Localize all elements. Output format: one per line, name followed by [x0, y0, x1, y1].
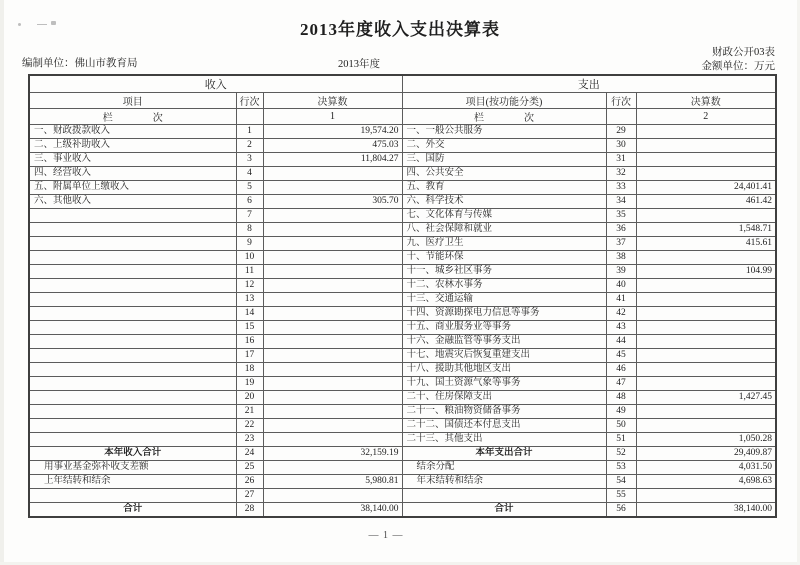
expense-item-label: 十一、城乡社区事务	[402, 265, 606, 279]
income-item-label	[29, 321, 236, 335]
table-row	[29, 251, 776, 265]
income-item-label	[29, 209, 236, 223]
income-amount-value	[263, 377, 402, 391]
expense-item-label: 十三、交通运输	[402, 293, 606, 307]
expense-row-number: 44	[606, 335, 636, 349]
income-amount-value: 32,159.19	[263, 447, 402, 461]
expense-item-label: 五、教育	[402, 181, 606, 195]
income-amount-value	[263, 279, 402, 293]
expense-item-label: 九、医疗卫生	[402, 237, 606, 251]
expense-row-number: 40	[606, 279, 636, 293]
table-row	[29, 307, 776, 321]
income-column-index: 1	[263, 109, 402, 125]
income-amount-value	[263, 461, 402, 475]
expense-row-number: 29	[606, 125, 636, 139]
income-row-number: 15	[236, 321, 263, 335]
expense-row-number: 56	[606, 503, 636, 518]
income-amount-value: 475.03	[263, 139, 402, 153]
form-number-label: 财政公开03表	[712, 47, 775, 58]
income-row-number: 20	[236, 391, 263, 405]
expense-amount-value: 29,409.87	[636, 447, 776, 461]
income-section-header: 收入	[29, 75, 402, 93]
income-row-number: 27	[236, 489, 263, 503]
table-row	[29, 223, 776, 237]
expense-row-number: 55	[606, 489, 636, 503]
expense-row-number: 54	[606, 475, 636, 489]
expense-item-label: 十二、农林水事务	[402, 279, 606, 293]
income-item-label: 上年结转和结余	[29, 475, 236, 489]
expense-item-label: 二十、住房保障支出	[402, 391, 606, 405]
expense-item-label: 十五、商业服务业等事务	[402, 321, 606, 335]
expense-item-label: 四、公共安全	[402, 167, 606, 181]
income-item-label: 三、事业收入	[29, 153, 236, 167]
income-amount-value	[263, 293, 402, 307]
final-accounts-table	[28, 74, 777, 518]
income-item-header: 项目	[29, 93, 236, 109]
income-row-number: 4	[236, 167, 263, 181]
income-item-label	[29, 405, 236, 419]
table-row	[29, 265, 776, 279]
income-amount-value	[263, 335, 402, 349]
expense-amount-value	[636, 279, 776, 293]
income-item-label	[29, 377, 236, 391]
expense-row-number: 31	[606, 153, 636, 167]
expense-row-number: 38	[606, 251, 636, 265]
income-row-number: 1	[236, 125, 263, 139]
income-amount-value	[263, 489, 402, 503]
table-row	[29, 377, 776, 391]
expense-item-label: 年末结转和结余	[402, 475, 606, 489]
income-row-number: 24	[236, 447, 263, 461]
income-item-label: 四、经营收入	[29, 167, 236, 181]
expense-lanci-label: 栏 次	[402, 109, 606, 125]
table-row	[29, 279, 776, 293]
income-row-number: 28	[236, 503, 263, 518]
expense-item-label: 合计	[402, 503, 606, 518]
expense-row-number: 51	[606, 433, 636, 447]
income-row-number: 25	[236, 461, 263, 475]
income-row-number: 23	[236, 433, 263, 447]
income-item-label	[29, 363, 236, 377]
income-row-number: 21	[236, 405, 263, 419]
income-amount-value	[263, 433, 402, 447]
expense-row-number: 48	[606, 391, 636, 405]
table-row	[29, 321, 776, 335]
expense-amount-value: 1,548.71	[636, 223, 776, 237]
expense-row-number: 42	[606, 307, 636, 321]
expense-item-label: 二、外交	[402, 139, 606, 153]
income-amount-value	[263, 391, 402, 405]
income-row-number: 16	[236, 335, 263, 349]
income-item-label	[29, 433, 236, 447]
table-row	[29, 419, 776, 433]
table-row	[29, 489, 776, 503]
income-item-label	[29, 251, 236, 265]
expense-item-label: 二十二、国债还本付息支出	[402, 419, 606, 433]
expense-amount-value: 38,140.00	[636, 503, 776, 518]
income-item-label	[29, 265, 236, 279]
expense-amount-value	[636, 419, 776, 433]
table-body	[29, 125, 776, 518]
income-item-label	[29, 237, 236, 251]
table-row	[29, 433, 776, 447]
expense-amount-value	[636, 405, 776, 419]
expense-item-label: 十六、金融监管等事务支出	[402, 335, 606, 349]
income-item-label	[29, 223, 236, 237]
income-item-label	[29, 419, 236, 433]
table-row	[29, 405, 776, 419]
expense-amount-value: 1,427.45	[636, 391, 776, 405]
expense-amount-value: 4,698.63	[636, 475, 776, 489]
income-row-number: 14	[236, 307, 263, 321]
expense-row-number: 37	[606, 237, 636, 251]
expense-item-label: 结余分配	[402, 461, 606, 475]
expense-item-label: 十四、资源勘探电力信息等事务	[402, 307, 606, 321]
income-row-number: 12	[236, 279, 263, 293]
expense-item-label: 十、节能环保	[402, 251, 606, 265]
income-amount-value: 305.70	[263, 195, 402, 209]
expense-amount-value	[636, 363, 776, 377]
expense-amount-value	[636, 125, 776, 139]
income-row-number: 3	[236, 153, 263, 167]
expense-item-label: 十七、地震灾后恢复重建支出	[402, 349, 606, 363]
income-amount-value	[263, 167, 402, 181]
income-item-label: 本年收入合计	[29, 447, 236, 461]
fiscal-year-label: 2013年度	[338, 59, 380, 70]
expense-row-number: 32	[606, 167, 636, 181]
income-amount-header: 决算数	[263, 93, 402, 109]
income-item-label	[29, 293, 236, 307]
income-amount-value: 5,980.81	[263, 475, 402, 489]
income-item-label: 一、财政拨款收入	[29, 125, 236, 139]
expense-item-label: 十八、援助其他地区支出	[402, 363, 606, 377]
expense-item-label: 本年支出合计	[402, 447, 606, 461]
expense-amount-value	[636, 349, 776, 363]
expense-amount-value	[636, 489, 776, 503]
expense-row-number: 50	[606, 419, 636, 433]
table-row	[29, 125, 776, 139]
expense-row-number: 52	[606, 447, 636, 461]
table-row	[29, 195, 776, 209]
amount-unit-label: 金额单位：万元	[701, 61, 775, 72]
expense-amount-value: 415.61	[636, 237, 776, 251]
table-row	[29, 349, 776, 363]
income-amount-value	[263, 363, 402, 377]
expense-amount-header: 决算数	[636, 93, 776, 109]
expense-amount-value	[636, 335, 776, 349]
expense-amount-value	[636, 293, 776, 307]
income-lanci-rowno	[236, 109, 263, 125]
expense-amount-value	[636, 377, 776, 391]
expense-section-header: 支出	[402, 75, 776, 93]
income-row-number: 2	[236, 139, 263, 153]
expense-amount-value	[636, 307, 776, 321]
income-rowno-header: 行次	[236, 93, 263, 109]
expense-row-number: 33	[606, 181, 636, 195]
income-amount-value	[263, 419, 402, 433]
expense-row-number: 47	[606, 377, 636, 391]
table-row	[29, 209, 776, 223]
page-title: 2013年度收入支出决算表	[300, 20, 500, 39]
income-lanci-label: 栏 次	[29, 109, 236, 125]
expense-amount-value: 461.42	[636, 195, 776, 209]
income-row-number: 22	[236, 419, 263, 433]
income-amount-value: 11,804.27	[263, 153, 402, 167]
expense-row-number: 53	[606, 461, 636, 475]
expense-row-number: 35	[606, 209, 636, 223]
table-row	[29, 461, 776, 475]
expense-item-label: 十九、国土资源气象等事务	[402, 377, 606, 391]
expense-item-label	[402, 489, 606, 503]
expense-column-index: 2	[636, 109, 776, 125]
expense-item-header: 项目(按功能分类)	[402, 93, 606, 109]
income-item-label	[29, 349, 236, 363]
expense-item-label: 八、社会保障和就业	[402, 223, 606, 237]
table-row	[29, 475, 776, 489]
expense-row-number: 36	[606, 223, 636, 237]
income-amount-value	[263, 307, 402, 321]
expense-item-label: 六、科学技术	[402, 195, 606, 209]
income-item-label	[29, 391, 236, 405]
income-row-number: 11	[236, 265, 263, 279]
expense-item-label: 三、国防	[402, 153, 606, 167]
table-row	[29, 293, 776, 307]
expense-amount-value: 4,031.50	[636, 461, 776, 475]
prepared-by-label: 编制单位：佛山市教育局	[22, 58, 138, 69]
income-amount-value	[263, 223, 402, 237]
income-item-label	[29, 489, 236, 503]
table-row	[29, 167, 776, 181]
income-item-label: 五、附属单位上缴收入	[29, 181, 236, 195]
page-number: — 1 —	[368, 530, 404, 541]
expense-item-label: 七、文化体育与传媒	[402, 209, 606, 223]
expense-amount-value	[636, 153, 776, 167]
income-amount-value	[263, 349, 402, 363]
expense-amount-value	[636, 251, 776, 265]
income-item-label: 合计	[29, 503, 236, 518]
income-row-number: 5	[236, 181, 263, 195]
income-row-number: 9	[236, 237, 263, 251]
income-amount-value	[263, 405, 402, 419]
income-amount-value	[263, 251, 402, 265]
expense-rowno-header: 行次	[606, 93, 636, 109]
income-row-number: 19	[236, 377, 263, 391]
expense-row-number: 49	[606, 405, 636, 419]
table-row	[29, 391, 776, 405]
income-item-label	[29, 307, 236, 321]
income-amount-value	[263, 209, 402, 223]
scan-edge-left	[0, 0, 4, 565]
expense-item-label: 一、一般公共服务	[402, 125, 606, 139]
income-item-label: 二、上级补助收入	[29, 139, 236, 153]
table-row	[29, 237, 776, 251]
expense-item-label: 二十一、粮油物资储备事务	[402, 405, 606, 419]
income-row-number: 13	[236, 293, 263, 307]
expense-amount-value	[636, 167, 776, 181]
expense-amount-value	[636, 139, 776, 153]
income-amount-value	[263, 237, 402, 251]
expense-item-label: 二十三、其他支出	[402, 433, 606, 447]
table-header	[29, 75, 776, 125]
expense-amount-value: 24,401.41	[636, 181, 776, 195]
income-row-number: 17	[236, 349, 263, 363]
expense-row-number: 34	[606, 195, 636, 209]
income-amount-value	[263, 181, 402, 195]
income-amount-value: 38,140.00	[263, 503, 402, 518]
expense-row-number: 45	[606, 349, 636, 363]
table-row	[29, 363, 776, 377]
table-row	[29, 335, 776, 349]
table-row	[29, 181, 776, 195]
table-row	[29, 153, 776, 167]
expense-row-number: 41	[606, 293, 636, 307]
expense-lanci-rowno	[606, 109, 636, 125]
expense-amount-value: 1,050.28	[636, 433, 776, 447]
table-row	[29, 503, 776, 518]
income-item-label: 用事业基金弥补收支差额	[29, 461, 236, 475]
expense-row-number: 39	[606, 265, 636, 279]
income-amount-value	[263, 321, 402, 335]
expense-row-number: 43	[606, 321, 636, 335]
table-row	[29, 139, 776, 153]
income-row-number: 8	[236, 223, 263, 237]
table-row	[29, 447, 776, 461]
income-row-number: 26	[236, 475, 263, 489]
expense-amount-value: 104.99	[636, 265, 776, 279]
income-row-number: 7	[236, 209, 263, 223]
income-row-number: 6	[236, 195, 263, 209]
income-row-number: 10	[236, 251, 263, 265]
income-amount-value: 19,574.20	[263, 125, 402, 139]
expense-amount-value	[636, 321, 776, 335]
income-item-label	[29, 335, 236, 349]
income-amount-value	[263, 265, 402, 279]
income-row-number: 18	[236, 363, 263, 377]
income-item-label	[29, 279, 236, 293]
income-item-label: 六、其他收入	[29, 195, 236, 209]
expense-amount-value	[636, 209, 776, 223]
expense-row-number: 30	[606, 139, 636, 153]
expense-row-number: 46	[606, 363, 636, 377]
